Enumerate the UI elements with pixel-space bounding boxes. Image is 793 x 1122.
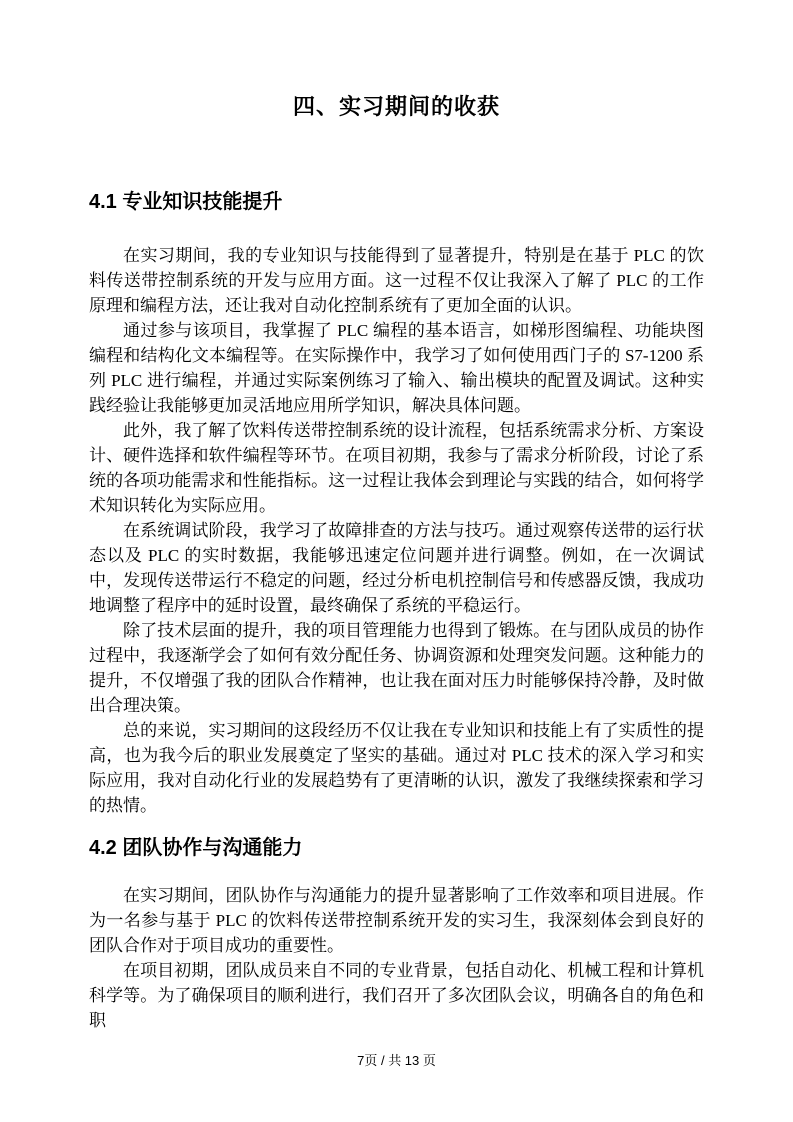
- paragraph: 在项目初期，团队成员来自不同的专业背景，包括自动化、机械工程和计算机科学等。为了确保项目的顺利进行，我们召开了多次团队会议，明确各自的角色和职: [89, 961, 704, 1030]
- paragraph: 在实习期间，团队协作与沟通能力的提升显著影响了工作效率和项目进展。作为一名参与基于 PLC 的饮料传送带控制系统开发的实习生，我深刻体会到良好的团队合作对于项目成功的重要性。: [89, 886, 704, 955]
- paragraph: 总的来说，实习期间的这段经历不仅让我在专业知识和技能上有了实质性的提高，也为我今后的职业发展奠定了坚实的基础。通过对 PLC 技术的深入学习和实际应用，我对自动化行业的发展趋势有了更清晰的认识，激发了我继续探索和学习的热情。: [89, 721, 704, 815]
- paragraph: 此外，我了解了饮料传送带控制系统的设计流程，包括系统需求分析、方案设计、硬件选择和软件编程等环节。在项目初期，我参与了需求分析阶段，讨论了系统的各项功能需求和性能指标。这一过程让我体会到理论与实践的结合，如何将学术知识转化为实际应用。: [89, 421, 704, 515]
- paragraph: 通过参与该项目，我掌握了 PLC 编程的基本语言，如梯形图编程、功能块图编程和结构化文本编程等。在实际操作中，我学习了如何使用西门子的 S7-1200 系列 PLC 进行编程，并通过实际案例练习了输入、输出模块的配置及调试。这种实践经验让我能够更加灵活地应用所学知识，解决具体问题。: [89, 321, 704, 415]
- paragraph: 除了技术层面的提升，我的项目管理能力也得到了锻炼。在与团队成员的协作过程中，我逐渐学会了如何有效分配任务、协调资源和处理突发问题。这种能力的提升，不仅增强了我的团队合作精神，也让我在面对压力时能够保持冷静，及时做出合理决策。: [89, 621, 704, 715]
- section-heading-4-1: 4.1 专业知识技能提升: [89, 191, 283, 213]
- paragraph: 在系统调试阶段，我学习了故障排查的方法与技巧。通过观察传送带的运行状态以及 PLC 的实时数据，我能够迅速定位问题并进行调整。例如，在一次调试中，发现传送带运行不稳定的问题，经过分析电机控制信号和传感器反馈，我成功地调整了程序中的延时设置，最终确保了系统的平稳运行。: [89, 521, 704, 615]
- page-number: 7页 / 共 13 页: [357, 1053, 436, 1068]
- paragraph: 在实习期间，我的专业知识与技能得到了显著提升，特别是在基于 PLC 的饮料传送带控制系统的开发与应用方面。这一过程不仅让我深入了解了 PLC 的工作原理和编程方法，还让我对自动化控制系统有了更加全面的认识。: [89, 246, 704, 315]
- section-heading-4-2: 4.2 团队协作与沟通能力: [89, 837, 303, 859]
- page-footer: [0, 1053, 793, 1069]
- document-title: 四、实习期间的收获: [292, 94, 500, 119]
